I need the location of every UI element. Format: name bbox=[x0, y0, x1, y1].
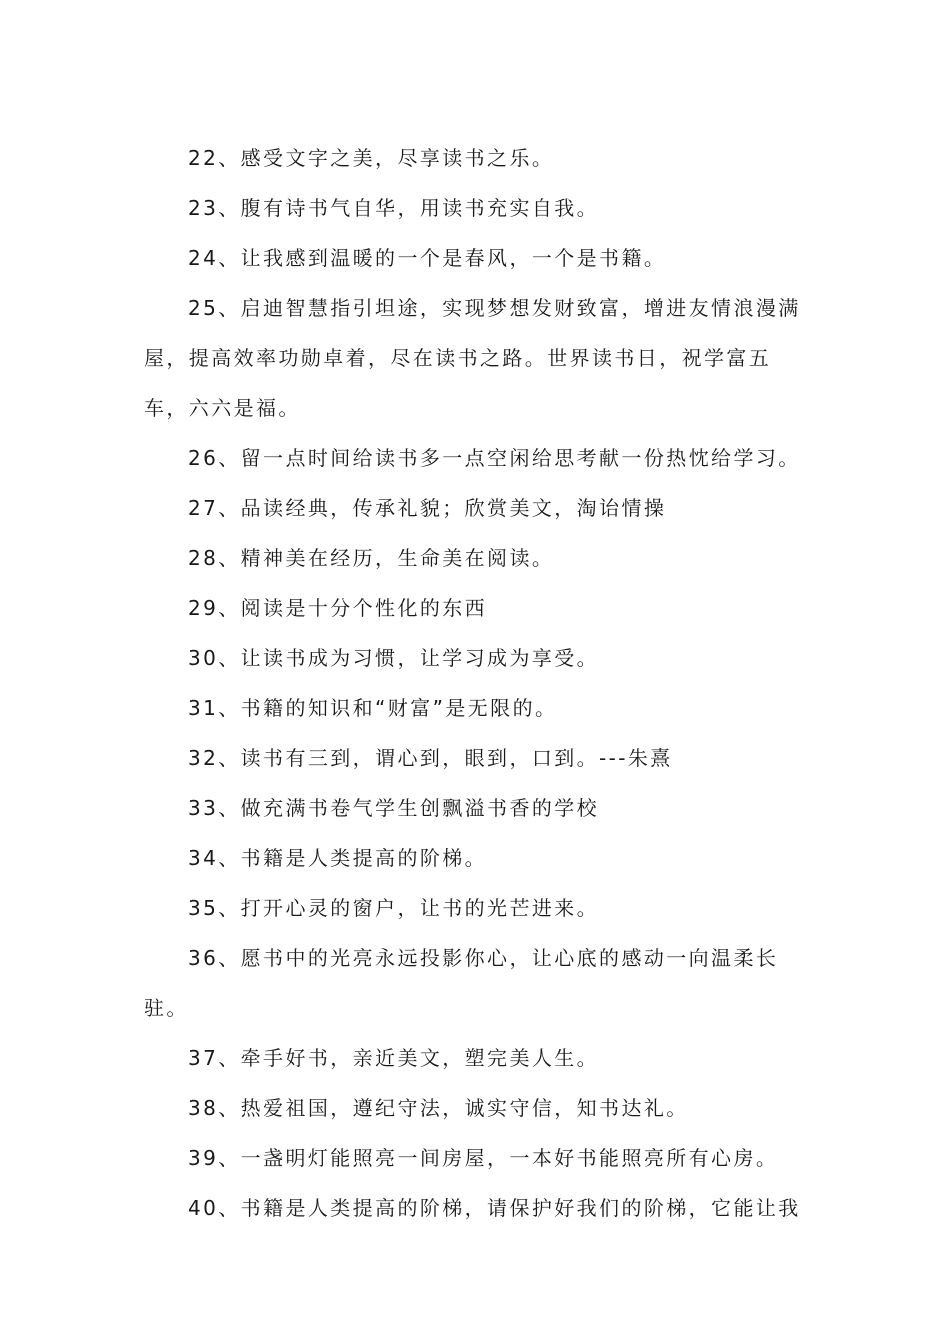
list-item: 25、启迪智慧指引坦途，实现梦想发财致富，增进友情浪漫满屋，提高效率功勋卓着，尽在读书之路。世界读书日，祝学富五车，六六是福。 bbox=[144, 296, 801, 420]
list-item: 35、打开心灵的窗户，让书的光芒进来。 bbox=[188, 896, 600, 920]
list-item: 33、做充满书卷气学生创飘溢书香的学校 bbox=[188, 796, 600, 820]
list-item: 23、腹有诗书气自华，用读书充实自我。 bbox=[188, 196, 600, 220]
list-item: 28、精神美在经历，生命美在阅读。 bbox=[188, 546, 555, 570]
document-body bbox=[144, 133, 808, 1233]
list-item: 37、牵手好书，亲近美文，塑完美人生。 bbox=[188, 1046, 600, 1070]
list-item: 29、阅读是十分个性化的东西 bbox=[188, 596, 488, 620]
list-item: 32、读书有三到，谓心到，眼到，口到。---朱熹 bbox=[188, 746, 673, 770]
list-item: 34、书籍是人类提高的阶梯。 bbox=[188, 846, 488, 870]
list-item: 40、书籍是人类提高的阶梯，请保护好我们的阶梯，它能让我 bbox=[188, 1196, 801, 1220]
list-item: 24、让我感到温暖的一个是春风，一个是书籍。 bbox=[188, 246, 667, 270]
list-item: 22、感受文字之美，尽享读书之乐。 bbox=[188, 146, 555, 170]
list-item: 36、愿书中的光亮永远投影你心，让心底的感动一向温柔长驻。 bbox=[144, 946, 779, 1020]
list-item: 31、书籍的知识和“财富”是无限的。 bbox=[188, 696, 558, 720]
list-item: 26、留一点时间给读书多一点空闲给思考献一份热忱给学习。 bbox=[188, 446, 801, 470]
list-item: 39、一盏明灯能照亮一间房屋，一本好书能照亮所有心房。 bbox=[188, 1146, 779, 1170]
list-item: 38、热爱祖国，遵纪守法，诚实守信，知书达礼。 bbox=[188, 1096, 689, 1120]
list-item: 30、让读书成为习惯，让学习成为享受。 bbox=[188, 646, 600, 670]
list-item: 27、品读经典，传承礼貌；欣赏美文，淘诒情操 bbox=[188, 496, 667, 520]
